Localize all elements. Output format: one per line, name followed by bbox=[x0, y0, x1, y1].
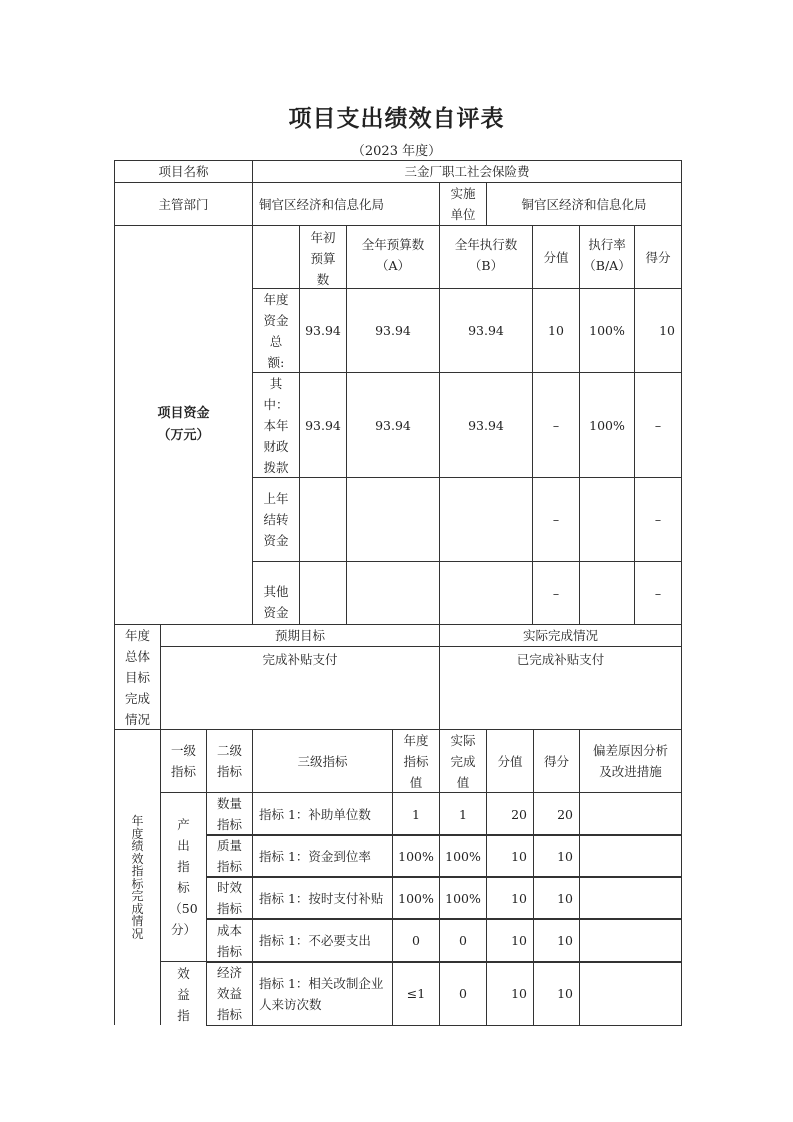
row-carryover-initial bbox=[299, 477, 347, 562]
indicator-level3: 指标 1：不必要支出 bbox=[252, 918, 393, 963]
impl-unit-label: 实施 单位 bbox=[439, 182, 487, 226]
row-other-budget bbox=[346, 561, 440, 625]
row-carryover-exec bbox=[439, 477, 533, 562]
indicator-annual-value: 100% bbox=[392, 834, 440, 878]
indicator-score: 20 bbox=[533, 792, 580, 836]
indicator-annual-value: 100% bbox=[392, 876, 440, 920]
ind-header-score-value: 分值 bbox=[486, 729, 534, 793]
ind-header-level1: 一级 指标 bbox=[160, 729, 207, 793]
indicator-level2: 经济 效益 指标 bbox=[206, 961, 253, 1026]
indicator-score-value: 10 bbox=[486, 918, 534, 963]
row-carryover-value: – bbox=[532, 477, 580, 562]
indicator-level2: 质量 指标 bbox=[206, 834, 253, 878]
row-carryover-label: 上年 结转 资金 bbox=[252, 477, 300, 562]
indicator-score-value: 10 bbox=[486, 961, 534, 1026]
row-fiscal-rate: 100% bbox=[579, 372, 635, 478]
indicator-actual-value: 0 bbox=[439, 961, 487, 1026]
indicator-deviation bbox=[579, 961, 682, 1026]
goals-actual-value: 已完成补贴支付 bbox=[439, 646, 682, 730]
header-score: 得分 bbox=[634, 225, 682, 289]
row-total-budget: 93.94 bbox=[346, 288, 440, 373]
document-title: 项目支出绩效自评表 bbox=[288, 106, 505, 132]
output-indicator-label: 产 出 指 标 （50 分） bbox=[160, 792, 207, 962]
header-annual-budget: 全年预算数 （A） bbox=[346, 225, 440, 289]
document-year: （2023 年度） bbox=[351, 144, 442, 159]
ind-header-deviation: 偏差原因分析 及改进措施 bbox=[579, 729, 682, 793]
indicator-level3: 指标 1：补助单位数 bbox=[252, 792, 393, 836]
indicator-score-value: 10 bbox=[486, 876, 534, 920]
row-total-label: 年度 资金 总 额: bbox=[252, 288, 300, 373]
row-fiscal-label: 其 中： 本年 财政 拨款 bbox=[252, 372, 300, 478]
project-name-value: 三金厂职工社会保险费 bbox=[252, 160, 682, 183]
funding-header-blank bbox=[252, 225, 300, 289]
indicator-level3: 指标 1：按时支付补贴 bbox=[252, 876, 393, 920]
indicator-deviation bbox=[579, 918, 682, 963]
indicator-annual-value: 1 bbox=[392, 792, 440, 836]
ind-header-score: 得分 bbox=[533, 729, 580, 793]
indicator-score-value: 20 bbox=[486, 792, 534, 836]
row-other-initial bbox=[299, 561, 347, 625]
row-carryover-budget bbox=[346, 477, 440, 562]
indicator-score: 10 bbox=[533, 834, 580, 878]
row-fiscal-value: – bbox=[532, 372, 580, 478]
goals-expected-header: 预期目标 bbox=[160, 624, 440, 647]
ind-header-annual: 年度 指标 值 bbox=[392, 729, 440, 793]
indicator-score: 10 bbox=[533, 876, 580, 920]
ind-header-actual: 实际 完成 值 bbox=[439, 729, 487, 793]
benefit-indicator-label: 效 益 指 bbox=[160, 961, 207, 1025]
ind-header-level2: 二级 指标 bbox=[206, 729, 253, 793]
row-total-initial: 93.94 bbox=[299, 288, 347, 373]
row-total-rate: 100% bbox=[579, 288, 635, 373]
row-fiscal-initial: 93.94 bbox=[299, 372, 347, 478]
goals-actual-header: 实际完成情况 bbox=[439, 624, 682, 647]
header-exec-rate: 执行率 （B/A） bbox=[579, 225, 635, 289]
indicator-actual-value: 0 bbox=[439, 918, 487, 963]
row-other-score: – bbox=[634, 561, 682, 625]
indicator-deviation bbox=[579, 834, 682, 878]
dept-value: 铜官区经济和信息化局 bbox=[252, 182, 440, 226]
indicator-annual-value: ≤1 bbox=[392, 961, 440, 1026]
goals-section-label: 年度 总体 目标 完成 情况 bbox=[114, 624, 161, 730]
row-other-exec bbox=[439, 561, 533, 625]
indicator-actual-value: 1 bbox=[439, 792, 487, 836]
row-total-score: 10 bbox=[634, 288, 682, 373]
indicator-score: 10 bbox=[533, 918, 580, 963]
project-name-label: 项目名称 bbox=[114, 160, 253, 183]
row-total-exec: 93.94 bbox=[439, 288, 533, 373]
row-other-value: – bbox=[532, 561, 580, 625]
header-score-value: 分值 bbox=[532, 225, 580, 289]
ind-header-level3: 三级指标 bbox=[252, 729, 393, 793]
row-fiscal-budget: 93.94 bbox=[346, 372, 440, 478]
indicator-deviation bbox=[579, 876, 682, 920]
row-fiscal-exec: 93.94 bbox=[439, 372, 533, 478]
indicator-actual-value: 100% bbox=[439, 834, 487, 878]
impl-unit-value: 铜官区经济和信息化局 bbox=[486, 182, 682, 226]
indicator-level2: 数量 指标 bbox=[206, 792, 253, 836]
row-total-value: 10 bbox=[532, 288, 580, 373]
indicator-level2: 成本 指标 bbox=[206, 918, 253, 963]
indicator-score-value: 10 bbox=[486, 834, 534, 878]
indicators-section-label: 年 度 绩 效 指 标 完 成 情 况 bbox=[114, 729, 161, 1025]
indicator-deviation bbox=[579, 792, 682, 836]
indicator-level3: 指标 1：相关改制企业人来访次数 bbox=[252, 961, 393, 1026]
indicator-level3: 指标 1：资金到位率 bbox=[252, 834, 393, 878]
row-other-rate bbox=[579, 561, 635, 625]
dept-label: 主管部门 bbox=[114, 182, 253, 226]
goals-expected-value: 完成补贴支付 bbox=[160, 646, 440, 730]
row-carryover-score: – bbox=[634, 477, 682, 562]
indicator-score: 10 bbox=[533, 961, 580, 1026]
row-fiscal-score: – bbox=[634, 372, 682, 478]
row-other-label: 其他 资金 bbox=[252, 561, 300, 625]
indicator-annual-value: 0 bbox=[392, 918, 440, 963]
indicator-actual-value: 100% bbox=[439, 876, 487, 920]
header-initial-budget: 年初 预算 数 bbox=[299, 225, 347, 289]
indicator-level2: 时效 指标 bbox=[206, 876, 253, 920]
funding-section-label: 项目资金 （万元） bbox=[114, 225, 253, 625]
row-carryover-rate bbox=[579, 477, 635, 562]
header-annual-exec: 全年执行数 （B） bbox=[439, 225, 533, 289]
